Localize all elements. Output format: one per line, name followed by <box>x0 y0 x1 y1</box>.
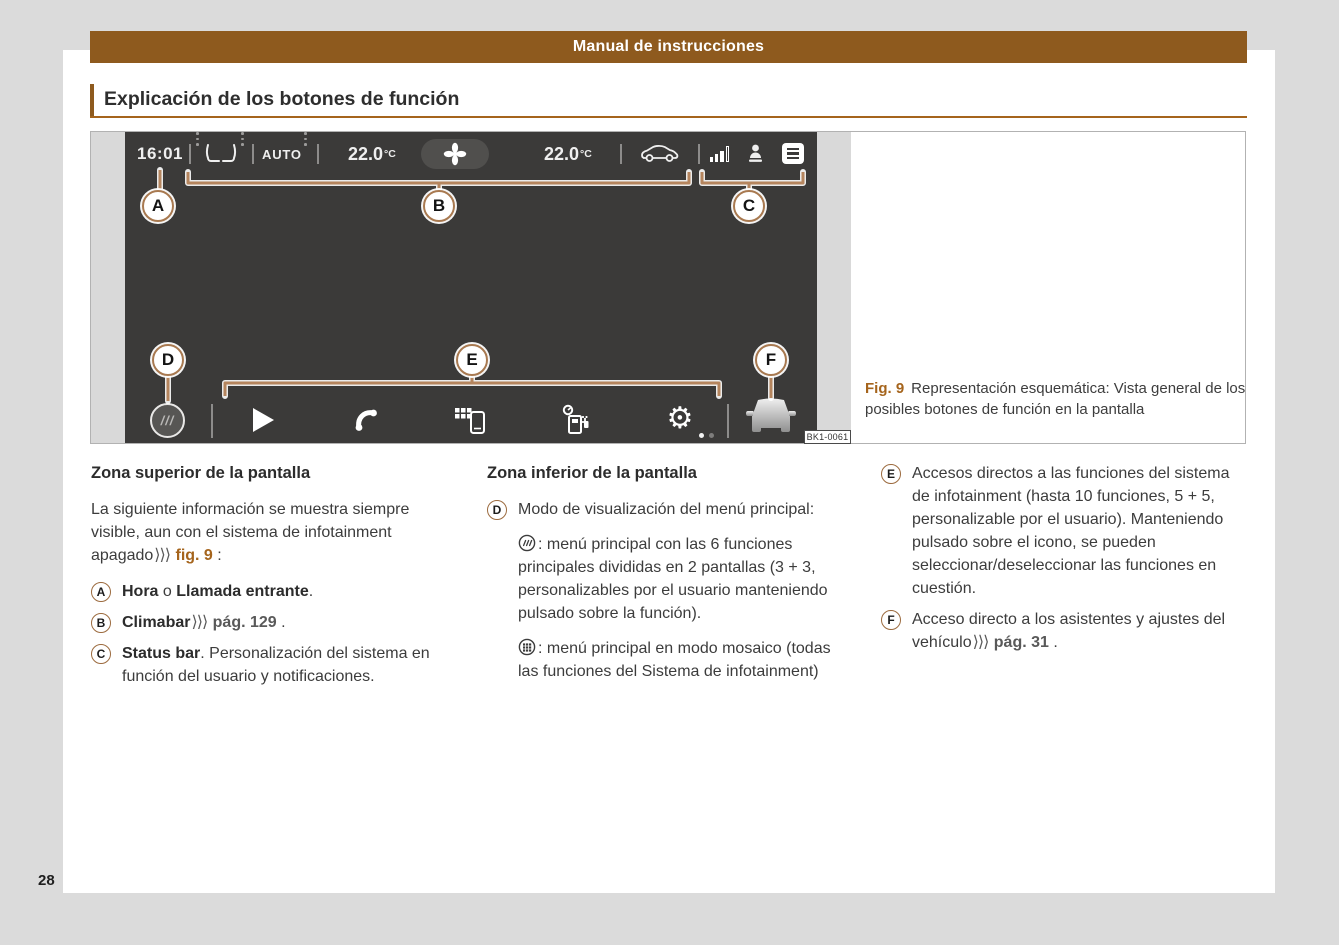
item-letter-e: E <box>881 464 901 484</box>
section-accent-bar <box>90 84 94 117</box>
figure-caption: Fig. 9 Representación esquemática: Vista general de los posibles botones de función en la pantalla <box>865 380 1246 418</box>
separator <box>620 132 622 176</box>
figure-number: Fig. 9 <box>865 380 905 397</box>
reference-chevrons: ⟩⟩⟩ <box>191 614 208 631</box>
fan-button <box>421 139 489 169</box>
page-number: 28 <box>38 872 55 889</box>
dots-column <box>241 132 244 176</box>
item-letter-a: A <box>91 582 111 602</box>
signal-bars-icon <box>710 144 729 162</box>
section-title: Explicación de los botones de función <box>104 88 460 110</box>
notifications-list-icon <box>782 143 804 164</box>
seat-heat-icon <box>204 132 238 176</box>
fan-icon <box>443 142 467 166</box>
column-heading: Zona inferior de la pantalla <box>487 464 697 482</box>
menu-mode-lines-paragraph: : menú principal con las 6 funciones principales divididas en 2 pantallas (3 + 3, personalizables por el usuario manteniendo pulsado sobre la función). <box>518 536 828 622</box>
separator <box>252 132 254 176</box>
callout-lines <box>125 132 817 443</box>
figure-reference-link[interactable]: fig. 9 <box>175 547 213 564</box>
separator <box>698 132 700 176</box>
media-play-icon <box>253 408 274 432</box>
app-connect-icon <box>454 405 487 440</box>
item-letter-c: C <box>91 644 111 664</box>
page-reference-link[interactable]: pág. 31 <box>993 634 1049 651</box>
temperature-passenger: 22.0 °C <box>544 143 592 164</box>
phone-icon <box>351 405 381 440</box>
dots-column <box>304 132 307 176</box>
clock: 16:01 <box>137 144 183 163</box>
reference-chevrons: ⟩⟩⟩ <box>972 634 989 651</box>
figure-margin-right <box>817 132 851 443</box>
dots-column <box>196 132 199 176</box>
callout-d: D <box>152 344 184 376</box>
figure-margin-left <box>91 132 125 443</box>
figure-9-box <box>90 131 1246 444</box>
separator <box>727 404 729 438</box>
page-indicator-dots <box>699 433 714 438</box>
menu-mode-button: /// <box>150 403 185 438</box>
column-shortcuts <box>881 462 1243 662</box>
vehicle-button-icon <box>744 395 798 445</box>
settings-gear-icon: ⚙ <box>666 401 694 436</box>
callout-a: A <box>142 190 174 222</box>
separator <box>189 132 191 176</box>
section-rule <box>90 116 1247 118</box>
separator <box>317 132 319 176</box>
e-charging-icon <box>561 404 591 441</box>
separator <box>211 404 213 438</box>
manual-title: Manual de instrucciones <box>572 38 765 55</box>
list-item-a: A Hora o Llamada entrante. <box>91 580 458 603</box>
list-item-f: F Acceso directo a los asistentes y ajustes del vehículo⟩⟩⟩ pág. 31 . <box>881 608 1243 654</box>
document-page <box>63 38 1275 893</box>
list-item-b: B Climabar⟩⟩⟩ pág. 129 . <box>91 611 458 634</box>
list-item-e: E Accesos directos a las funciones del sistema de infotainment (hasta 10 funciones, 5 + 5, personalizable por el usuario). Manteniendo pulsado sobre el icono, se pueden seleccionar/deseleccionar las funciones en cuestión. <box>881 462 1243 600</box>
list-item-c: C Status bar. Personalización del sistema en función del usuario y notificaciones. <box>91 642 458 688</box>
figure-code-label: BK1-0061 <box>804 430 851 444</box>
callout-b: B <box>423 190 455 222</box>
intro-paragraph: La siguiente información se muestra siempre visible, aun con el sistema de infotainment apagado⟩⟩⟩ fig. 9 : <box>91 501 410 564</box>
reference-chevrons: ⟩⟩⟩ <box>154 547 171 564</box>
item-letter-f: F <box>881 610 901 630</box>
page-reference-link[interactable]: pág. 129 <box>212 614 277 631</box>
page-header-banner <box>90 31 1247 63</box>
column-bottom-zone <box>487 462 853 683</box>
mosaic-circle-icon <box>518 638 536 656</box>
callout-e: E <box>456 344 488 376</box>
menu-mode-mosaic-paragraph: : menú principal en modo mosaico (todas las funciones del Sistema de infotainment) <box>518 640 831 680</box>
menu-lines-circle-icon <box>518 534 536 552</box>
callout-f: F <box>755 344 787 376</box>
column-heading: Zona superior de la pantalla <box>91 464 311 482</box>
list-item-d: D Modo de visualización del menú principal: <box>487 498 853 521</box>
callout-c: C <box>733 190 765 222</box>
driver-profile-icon <box>747 132 764 176</box>
column-top-zone <box>91 462 458 696</box>
temperature-driver: 22.0 °C <box>348 143 396 164</box>
item-letter-b: B <box>91 613 111 633</box>
infotainment-screen <box>125 132 817 443</box>
car-side-icon <box>640 132 680 176</box>
item-letter-d: D <box>487 500 507 520</box>
auto-climate-label: AUTO <box>262 146 302 162</box>
